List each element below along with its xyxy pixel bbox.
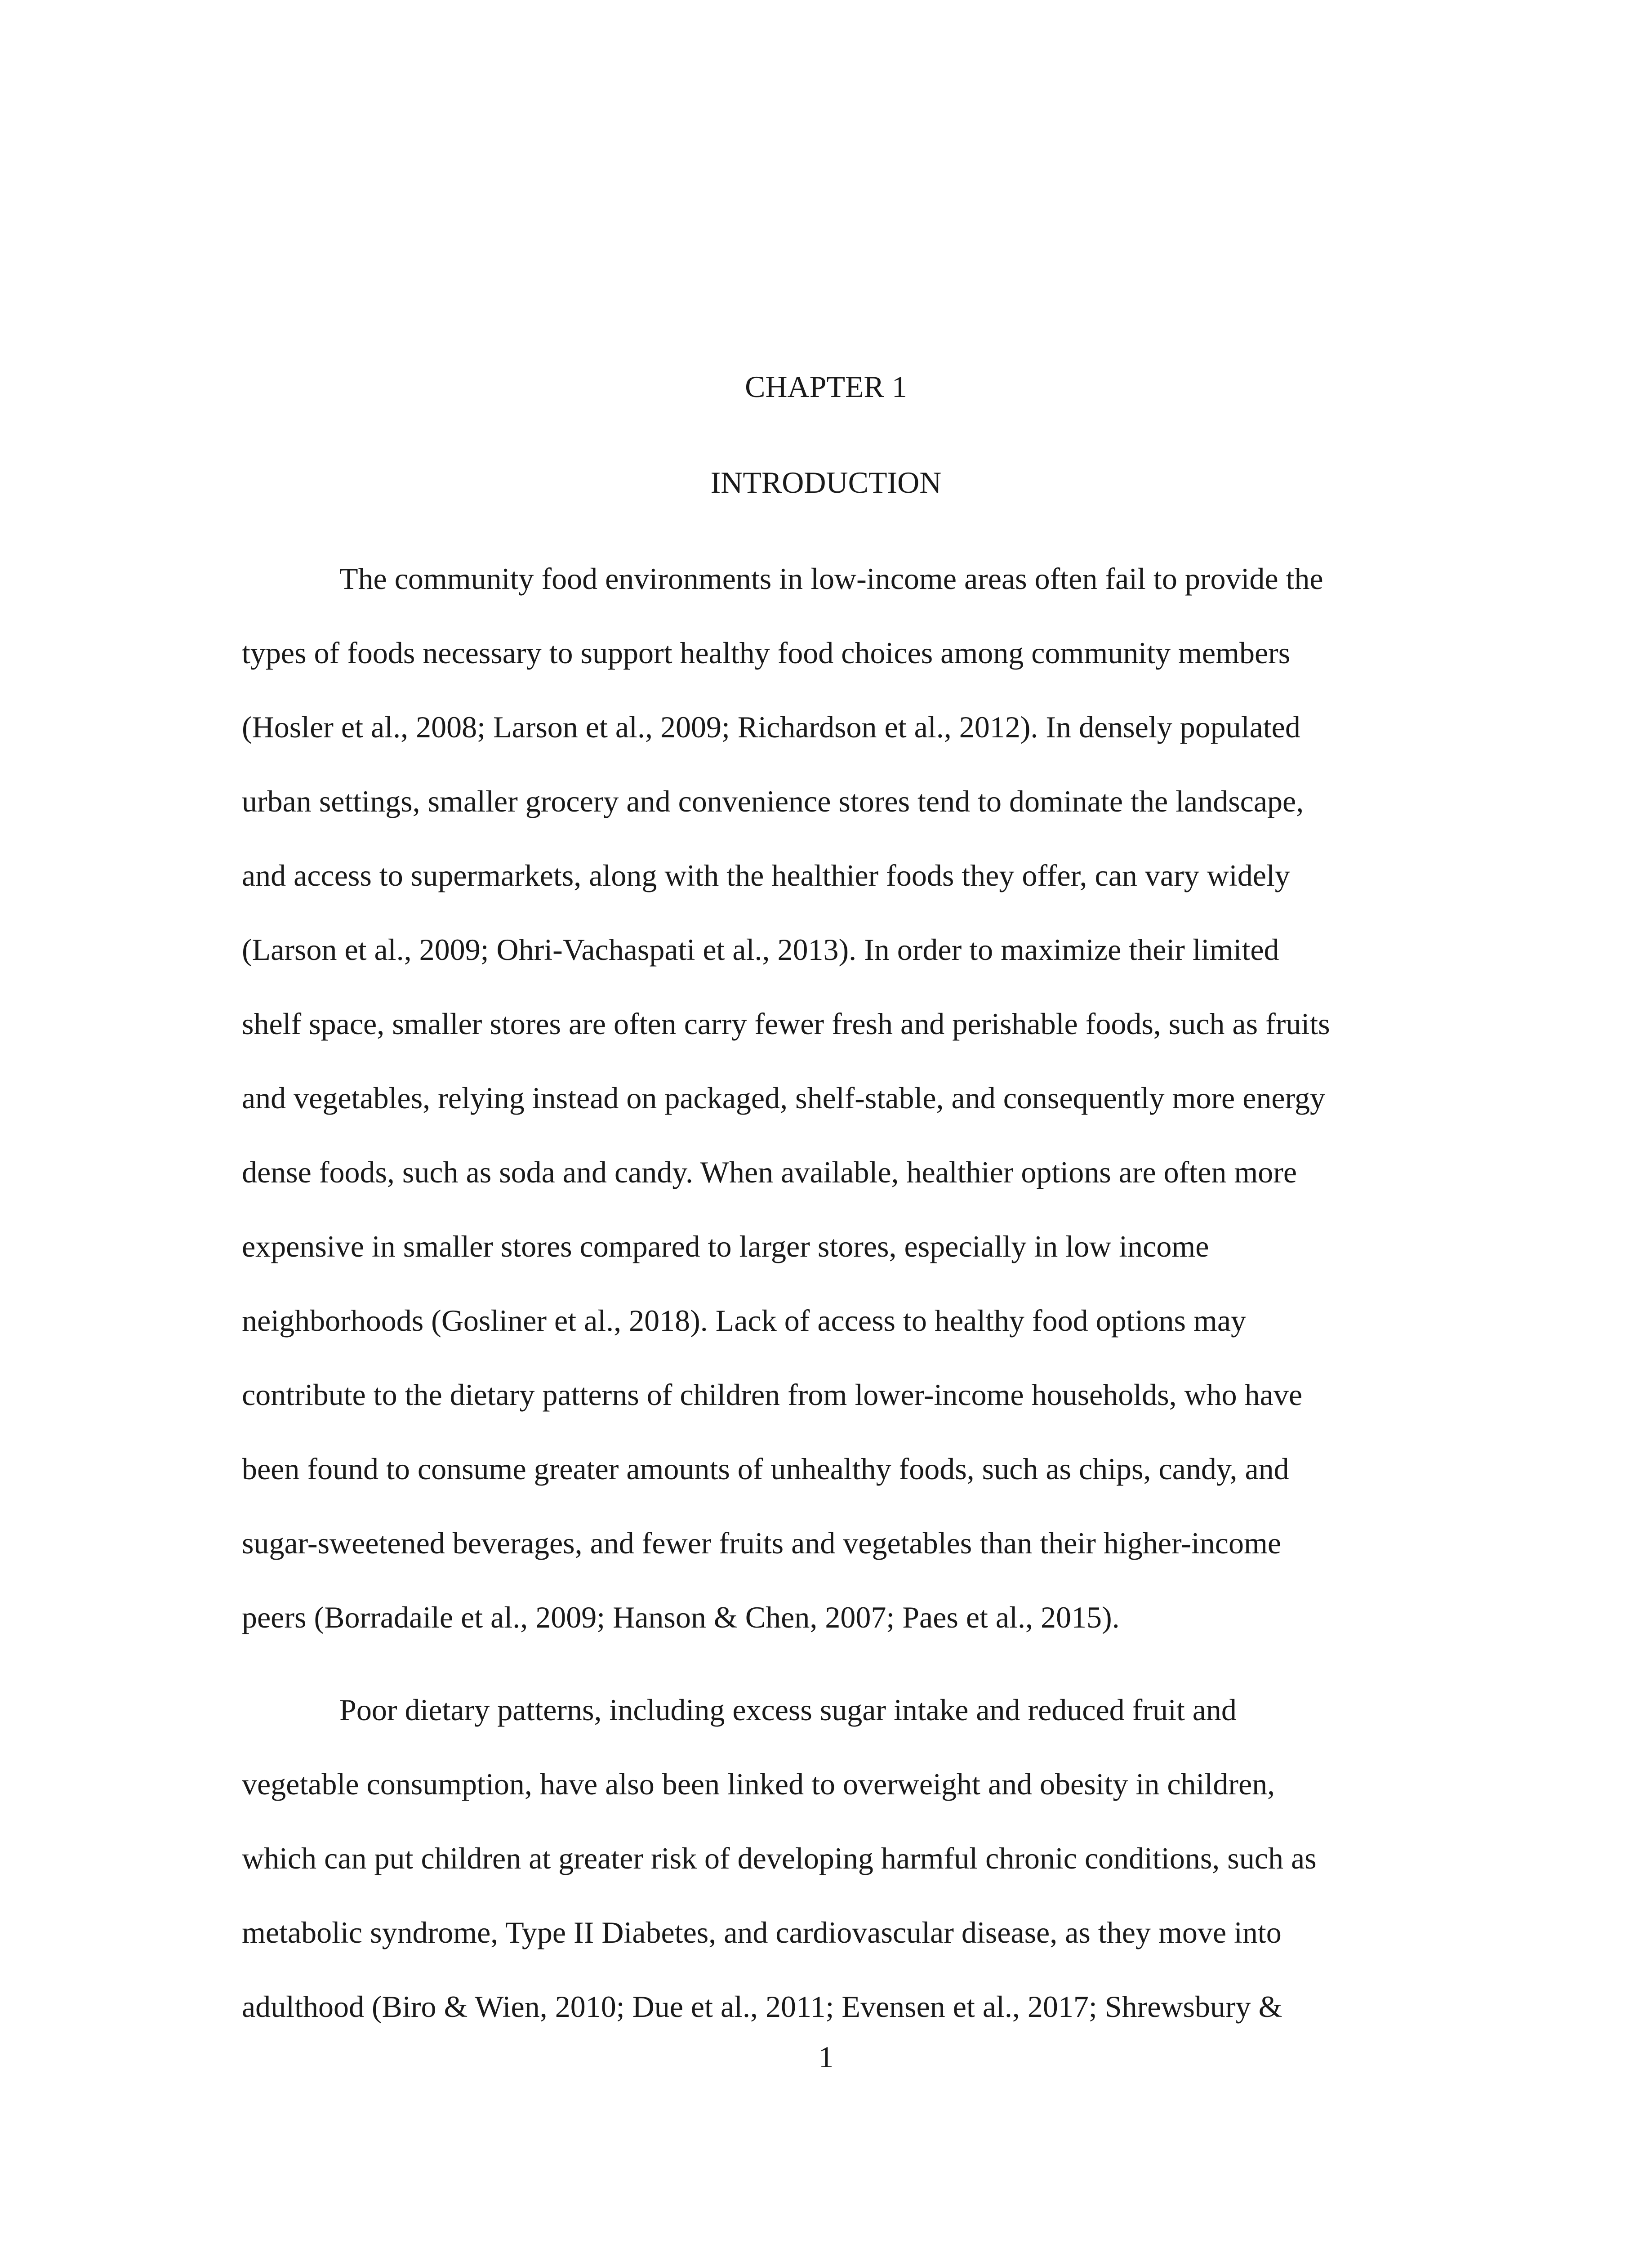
text-line: neighborhoods (Gosliner et al., 2018). Lack of access to healthy food options may [242, 1303, 1247, 1338]
chapter-label: CHAPTER 1 [745, 370, 907, 404]
text-line: been found to consume greater amounts of unhealthy foods, such as chips, candy, and [242, 1452, 1289, 1486]
text-line: metabolic syndrome, Type II Diabetes, and cardiovascular disease, as they move into [242, 1915, 1282, 1949]
text-line: adulthood (Biro & Wien, 2010; Due et al., 2011; Evensen et al., 2017; Shrewsbury & [242, 1989, 1282, 2024]
text-line: sugar-sweetened beverages, and fewer fruits and vegetables than their higher-income [242, 1526, 1282, 1560]
text-line: dense foods, such as soda and candy. When available, healthier options are often more [242, 1155, 1297, 1189]
text-line: vegetable consumption, have also been linked to overweight and obesity in children, [242, 1767, 1275, 1801]
text-line: urban settings, smaller grocery and convenience stores tend to dominate the landscape, [242, 784, 1304, 818]
text-line: and access to supermarkets, along with the healthier foods they offer, can vary widely [242, 858, 1290, 892]
text-line: contribute to the dietary patterns of children from lower-income households, who have [242, 1378, 1303, 1412]
text-line: Poor dietary patterns, including excess sugar intake and reduced fruit and [339, 1693, 1237, 1727]
page-number: 1 [818, 2040, 834, 2074]
text-line: and vegetables, relying instead on packaged, shelf-stable, and consequently more energy [242, 1081, 1326, 1115]
text-line: (Hosler et al., 2008; Larson et al., 2009; Richardson et al., 2012). In densely populated [242, 710, 1300, 744]
text-line: peers (Borradaile et al., 2009; Hanson & Chen, 2007; Paes et al., 2015). [242, 1600, 1120, 1634]
text-line: (Larson et al., 2009; Ohri-Vachaspati et al., 2013). In order to maximize their limited [242, 932, 1279, 967]
text-line: expensive in smaller stores compared to larger stores, especially in low income [242, 1229, 1209, 1263]
section-title: INTRODUCTION [710, 465, 942, 500]
text-line: The community food environments in low-income areas often fail to provide the [339, 562, 1323, 596]
text-line: types of foods necessary to support healthy food choices among community members [242, 636, 1291, 670]
text-line: shelf space, smaller stores are often carry fewer fresh and perishable foods, such as fruits [242, 1007, 1330, 1041]
text-line: which can put children at greater risk of developing harmful chronic conditions, such as [242, 1841, 1317, 1875]
